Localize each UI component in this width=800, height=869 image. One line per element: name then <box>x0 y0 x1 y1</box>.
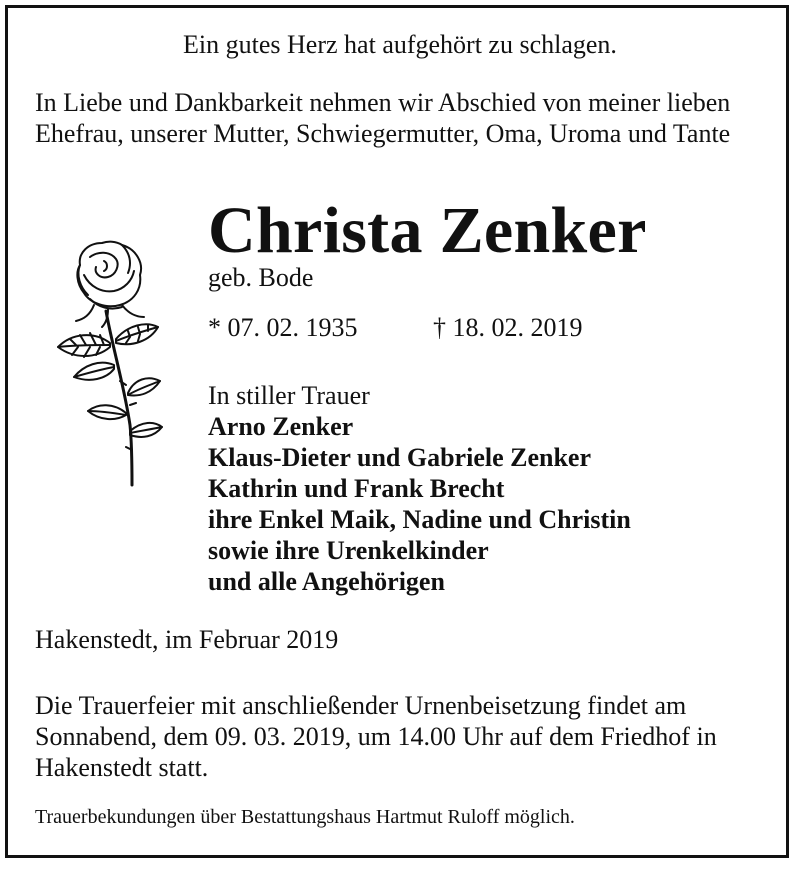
footer-note: Trauerbekundungen über Bestattungshaus Hartmut Ruloff möglich. <box>35 806 575 828</box>
mourner-item: Klaus-Dieter und Gabriele Zenker <box>208 443 592 472</box>
intro-text: In Liebe und Dankbarkeit nehmen wir Abschied von meiner lieben Ehefrau, unserer Mutter, Schwiegermutter, Oma, Uroma und Tante <box>35 88 731 148</box>
birth-name: geb. Bode <box>208 263 314 292</box>
mourning-label: In stiller Trauer <box>208 381 370 410</box>
birth-date: * 07. 02. 1935 <box>208 313 358 342</box>
death-date: † 18. 02. 2019 <box>433 313 583 342</box>
deceased-name: Christa Zenker <box>208 194 647 267</box>
funeral-info: Die Trauerfeier mit anschließender Urnenbeisetzung findet am Sonnabend, dem 09. 03. 2019, um 14.00 Uhr auf dem Friedhof in Hakenstedt statt. <box>35 691 717 782</box>
mourner-item: Arno Zenker <box>208 412 354 441</box>
mourners-list <box>208 411 631 597</box>
opening-line: Ein gutes Herz hat aufgehört zu schlagen. <box>183 30 617 59</box>
mourner-item: ihre Enkel Maik, Nadine und Christin <box>208 505 631 534</box>
place-date: Hakenstedt, im Februar 2019 <box>35 625 339 654</box>
mourner-item: sowie ihre Urenkelkinder <box>208 536 489 565</box>
mourner-item: und alle Angehörigen <box>208 567 445 596</box>
mourner-item: Kathrin und Frank Brecht <box>208 474 505 503</box>
rose-icon <box>50 235 185 490</box>
